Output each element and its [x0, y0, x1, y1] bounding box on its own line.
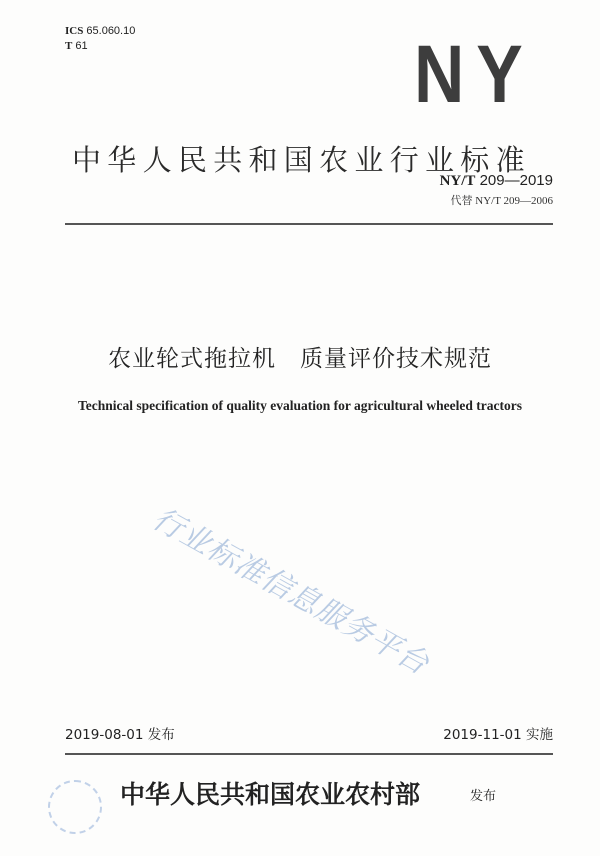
watermark: 行业标准信息服务平台: [146, 501, 435, 683]
stamp-icon: [48, 780, 102, 834]
classification-codes: [65, 24, 135, 54]
standard-number-value: 209—2019: [479, 172, 553, 189]
class-code: 61: [75, 40, 88, 52]
publish-date: 2019-08-01 发布: [65, 727, 175, 743]
ics-code: 65.060.10: [86, 25, 136, 37]
ny-logo: NY: [414, 29, 535, 120]
class-label: T: [65, 40, 73, 52]
issuer-action: 发布: [470, 789, 497, 804]
standard-number-prefix: NY/T: [439, 173, 476, 189]
issuing-ministry: 中华人民共和国农业农村部: [120, 780, 421, 809]
ics-label: ICS: [65, 25, 84, 37]
effective-date: 2019-11-01 实施: [443, 727, 553, 743]
footer-divider: [65, 753, 553, 755]
header-divider: [65, 223, 553, 225]
document-title-chinese: 农业轮式拖拉机 质量评价技术规范: [108, 346, 492, 372]
standard-category-title: 中华人民共和国农业行业标准: [72, 143, 531, 177]
standard-number: [440, 172, 553, 190]
document-title-english: Technical specification of quality evaluation for agricultural wheeled tractors: [78, 398, 522, 413]
replaces-standard: 代替 NY/T 209—2006: [450, 195, 553, 207]
